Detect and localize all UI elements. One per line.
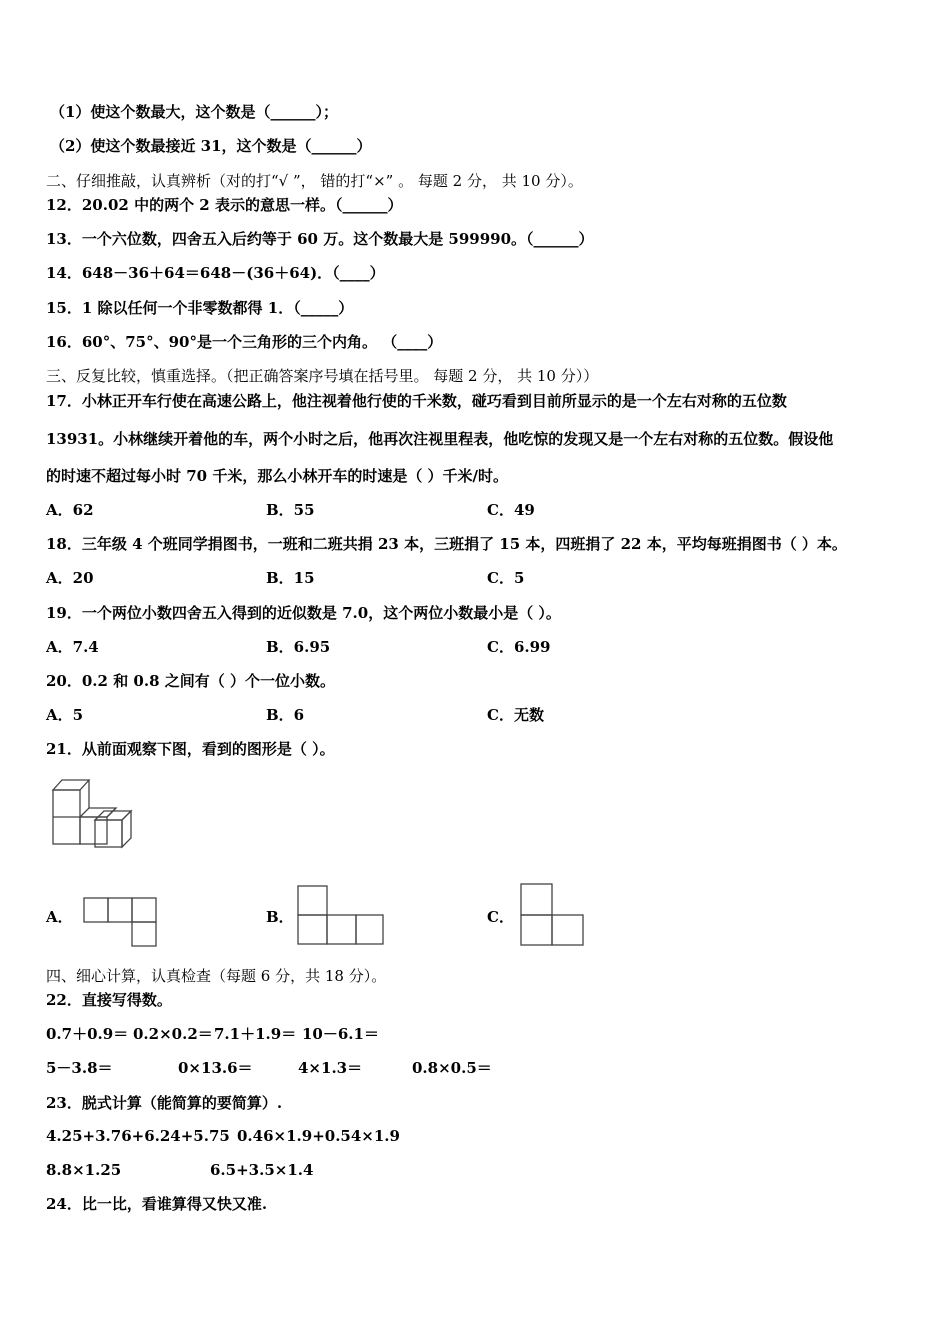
question-16: 16．60°、75°、90°是一个三角形的三个内角。 （____） [46, 333, 443, 351]
q21-figure-b [296, 884, 386, 948]
section-4-heading: 四、细心计算，认真检查（每题 6 分，共 18 分）。 [46, 967, 387, 985]
section-2-heading: 二、仔细推敲，认真辨析（对的打“√ ”， 错的打“×” 。 每题 2 分， 共 10 分）。 [46, 172, 583, 190]
question-18: 18．三年级 4 个班同学捐图书，一班和二班共捐 23 本，三班捐了 15 本，四班捐了 22 本，平均每班捐图书（ ）本。 [46, 535, 847, 553]
item-1-line: （1）使这个数最大，这个数是（______）； [50, 103, 338, 121]
calc-item: 0.7＋0.9＝ [46, 1025, 129, 1043]
calc-item: 0.8×0.5＝ [412, 1059, 492, 1077]
q19-option-a: A．7.4 [46, 638, 99, 656]
item-2-line: （2）使这个数最接近 31，这个数是（______） [50, 137, 372, 155]
q18-option-b: B．15 [266, 569, 315, 587]
calc-item: 0.2×0.2＝ [133, 1025, 213, 1043]
q21-option-a: A． [46, 908, 73, 926]
question-13: 13．一个六位数，四舍五入后约等于 60 万。这个数最大是 599990。（______） [46, 230, 594, 248]
question-17-line-1: 17．小林正开车行使在高速公路上，他注视着他行使的千米数，碰巧看到目前所显示的是一个左右对称的五位数 [46, 392, 787, 410]
q20-option-c: C．无数 [487, 706, 544, 724]
q18-option-a: A．20 [46, 569, 94, 587]
q21-option-b: B． [266, 908, 294, 926]
q18-option-c: C．5 [487, 569, 525, 587]
question-21: 21．从前面观察下图，看到的图形是（ ）。 [46, 740, 335, 758]
q20-option-b: B．6 [266, 706, 305, 724]
calc-item: 10－6.1＝ [302, 1025, 379, 1043]
question-17-line-3: 的时速不超过每小时 70 千米，那么小林开车的时速是（ ）千米/时。 [46, 467, 509, 485]
cube-stack-figure [48, 776, 143, 851]
section-3-heading: 三、反复比较，慎重选择。（把正确答案序号填在括号里。 每题 2 分， 共 10 分）） [46, 367, 599, 385]
question-20: 20．0.2 和 0.8 之间有（ ）个一位小数。 [46, 672, 335, 690]
question-19: 19．一个两位小数四舍五入得到的近似数是 7.0，这个两位小数最小是（ ）。 [46, 604, 561, 622]
q21-figure-a [82, 896, 160, 950]
question-15: 15．1 除以任何一个非零数都得 1．（_____） [46, 299, 354, 317]
calc-item: 4.25+3.76+6.24+5.75 [46, 1127, 230, 1145]
q17-option-a: A．62 [46, 501, 94, 519]
calc-item: 4×1.3＝ [298, 1059, 363, 1077]
question-22: 22．直接写得数。 [46, 991, 172, 1009]
q19-option-b: B．6.95 [266, 638, 331, 656]
calc-item: 5－3.8＝ [46, 1059, 113, 1077]
calc-item: 8.8×1.25 [46, 1161, 122, 1179]
calc-item: 6.5+3.5×1.4 [210, 1161, 314, 1179]
calc-item: 7.1＋1.9＝ [214, 1025, 297, 1043]
question-17-line-2: 13931。小林继续开着他的车，两个小时之后，他再次注视里程表，他吃惊的发现又是一个左右对称的五位数。假设他 [46, 430, 834, 448]
q17-option-b: B．55 [266, 501, 315, 519]
q21-option-c: C． [487, 908, 514, 926]
question-14: 14．648－36＋64＝648－(36＋64)．（____） [46, 264, 385, 282]
calc-item: 0.46×1.9+0.54×1.9 [237, 1127, 400, 1145]
q19-option-c: C．6.99 [487, 638, 551, 656]
question-23: 23．脱式计算（能简算的要简算）. [46, 1094, 283, 1112]
calc-item: 0×13.6＝ [178, 1059, 253, 1077]
question-24: 24．比一比，看谁算得又快又准. [46, 1195, 268, 1213]
question-12: 12．20.02 中的两个 2 表示的意思一样。（______） [46, 196, 403, 214]
q17-option-c: C．49 [487, 501, 535, 519]
q21-figure-c [519, 882, 587, 948]
q20-option-a: A．5 [46, 706, 84, 724]
